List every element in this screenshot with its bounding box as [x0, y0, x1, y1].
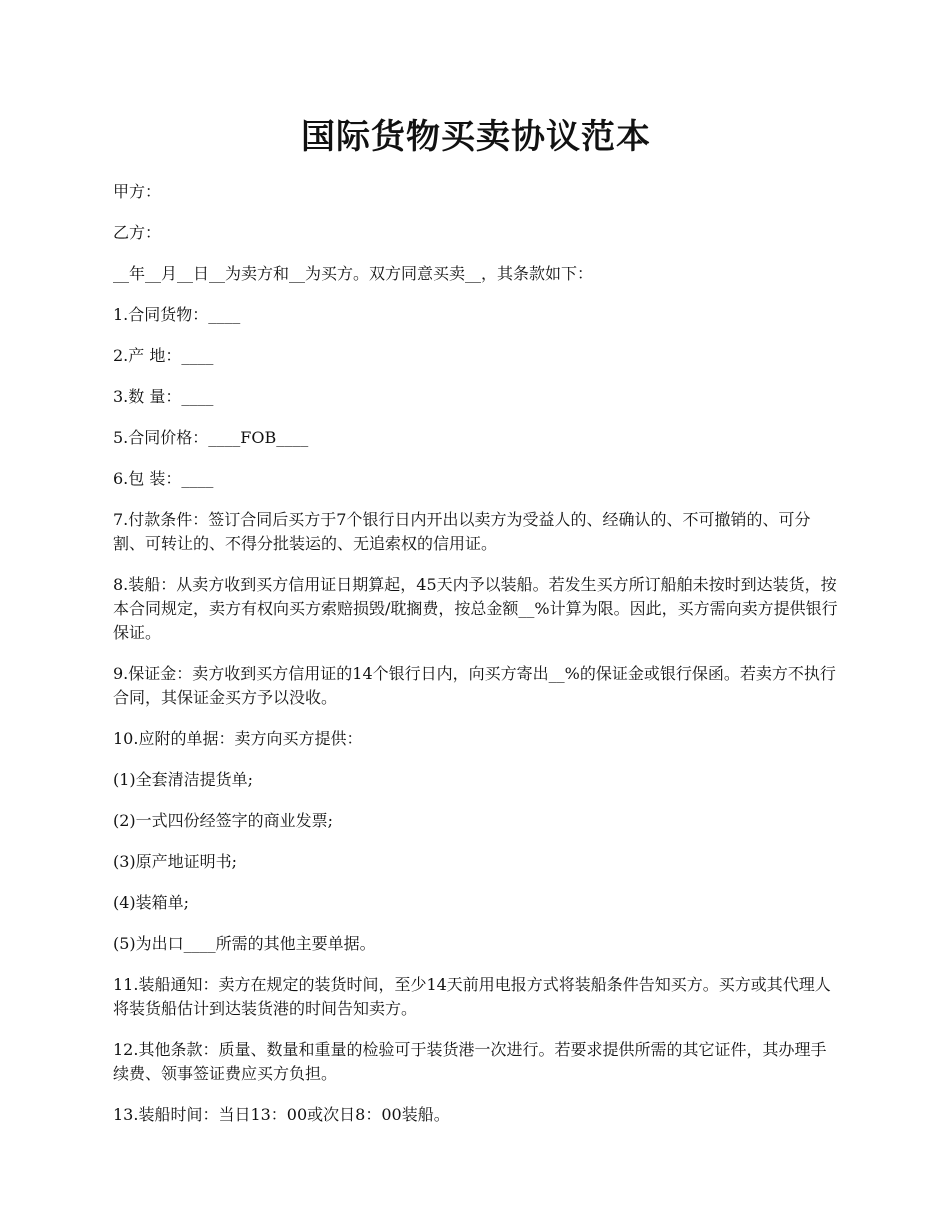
document-body — [113, 112, 839, 1144]
clause-origin: 2.产 地：____ — [113, 346, 214, 365]
clause-payment: 7.付款条件：签订合同后买方于7个银行日内开出以卖方为受益人的、经确认的、不可撤销的、可分割、可转让的、不得分批装运的、无追索权的信用证。 — [113, 510, 811, 553]
document-title: 国际货物买卖协议范本 — [301, 117, 651, 157]
intro-paragraph: __年__月__日__为卖方和__为买方。双方同意买卖__，其条款如下： — [113, 264, 594, 283]
document-item-2: (2)一式四份经签字的商业发票; — [113, 811, 334, 830]
clause-packing: 6.包 装：____ — [113, 469, 214, 488]
document-item-5: (5)为出口____所需的其他主要单据。 — [113, 934, 376, 953]
clause-shipping-notice: 11.装船通知：卖方在规定的装货时间，至少14天前用电报方式将装船条件告知买方。买方或其代理人将装货船估计到达装货港的时间告知卖方。 — [113, 975, 831, 1018]
clause-quantity: 3.数 量：____ — [113, 387, 214, 406]
clause-documents: 10.应附的单据：卖方向买方提供： — [113, 729, 363, 748]
clause-price: 5.合同价格：____FOB____ — [113, 428, 309, 447]
party-a: 甲方： — [113, 182, 162, 201]
document-item-3: (3)原产地证明书; — [113, 852, 238, 871]
clause-deposit: 9.保证金：卖方收到买方信用证的14个银行日内，向买方寄出__%的保证金或银行保函。若卖方不执行合同，其保证金买方予以没收。 — [113, 664, 836, 707]
party-b: 乙方： — [113, 223, 162, 242]
clause-shipment: 8.装船：从卖方收到买方信用证日期算起，45天内予以装船。若发生买方所订船舶未按时到达装货，按本合同规定，卖方有权向买方索赔损毁/耽搁费，按总金额__%计算为限。因此，买方需向卖方提供银行保证。 — [113, 575, 838, 642]
clause-other-terms: 12.其他条款：质量、数量和重量的检验可于装货港一次进行。若要求提供所需的其它证件，其办理手续费、领事签证费应买方负担。 — [113, 1040, 827, 1083]
document-item-4: (4)装箱单; — [113, 893, 190, 912]
clause-contract-goods: 1.合同货物：____ — [113, 305, 241, 324]
clause-loading-time: 13.装船时间：当日13：00或次日8：00装船。 — [113, 1105, 450, 1124]
document-item-1: (1)全套清洁提货单; — [113, 770, 254, 789]
